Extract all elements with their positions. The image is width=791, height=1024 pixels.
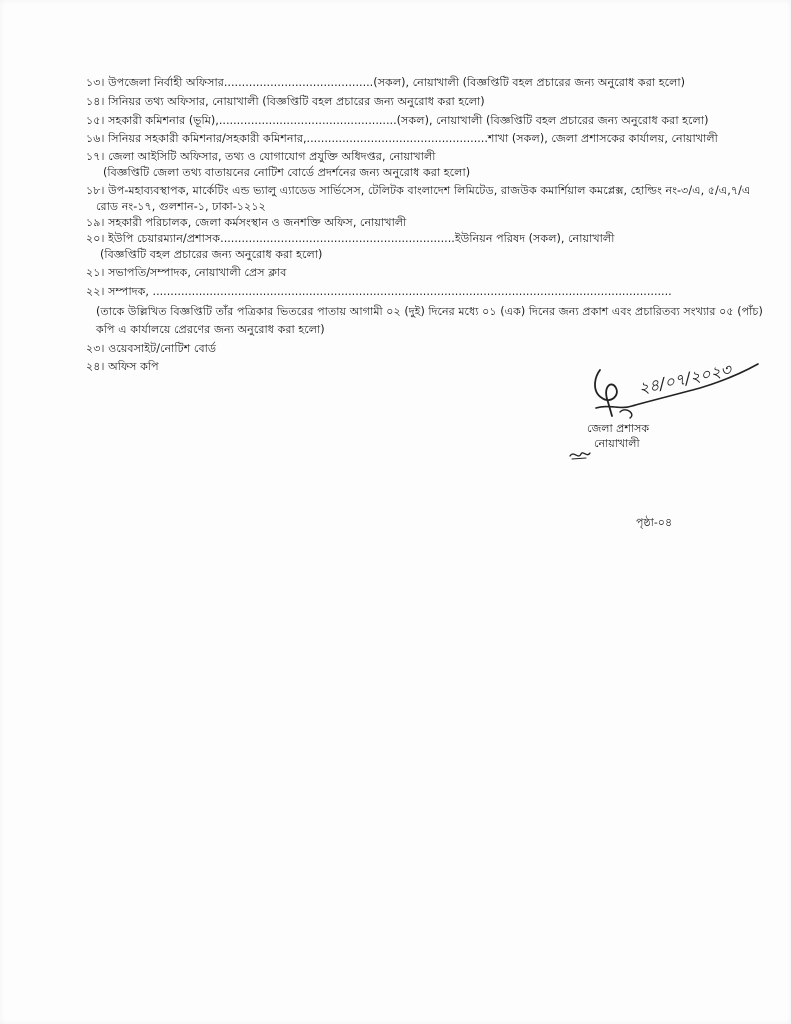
initial-mark-icon: [568, 448, 592, 462]
distribution-item-17-note: (বিজ্ঞপ্তিটি জেলা তথ্য বাতায়নের নোটিশ বোর্ডে প্রদর্শনের জন্য অনুরোধ করা হলো): [103, 166, 471, 179]
distribution-item-16: ১৬। সিনিয়র সহকারী কমিশনার/সহকারী কমিশনার,...................................................শাখা (সকল), জেলা প্রশাসকের কার্যালয়, নোয়াখালী: [86, 132, 718, 145]
page-number: পৃষ্ঠা-০৪: [636, 516, 673, 529]
distribution-item-19: ১৯। সহকারী পরিচালক, জেলা কর্মসংস্থান ও জনশক্তি অফিস, নোয়াখালী: [86, 216, 407, 229]
distribution-item-15: ১৫। সহকারী কমিশনার (ভূমি),..................................................(সকল), নোয়াখালী (বিজ্ঞপ্তিটি বহল প্রচারের জন্য অনুরোধ করা হলো): [86, 114, 709, 127]
signer-district: নোয়াখালী: [594, 437, 640, 450]
distribution-item-23: ২৩। ওয়েবসাইট/নোটিশ বোর্ড: [86, 342, 217, 355]
distribution-item-14: ১৪। সিনিয়র তথ্য অফিসার, নোয়াখালী (বিজ্ঞপ্তিটি বহল প্রচারের জন্য অনুরোধ করা হলো): [86, 95, 485, 108]
distribution-item-13: ১৩। উপজেলা নির্বাহী অফিসার..........................................(সকল), নোয়াখালী (বিজ্ঞপ্তিটি বহল প্রচারের জন্য অনুরোধ করা হলো): [86, 76, 686, 89]
distribution-item-20: ২০। ইউপি চেয়ারম্যান/প্রশাসক..................................................................ইউনিয়ন পরিষদ (সকল), নোয়াখালী: [86, 232, 615, 245]
signer-designation: জেলা প্রশাসক: [587, 422, 650, 435]
distribution-item-21: ২১। সভাপতি/সম্পাদক, নোয়াখালী প্রেস ক্লাব: [86, 266, 287, 279]
distribution-item-18-address: রোড নং-১৭, গুলশান-১, ঢাকা-১২১২: [96, 200, 266, 213]
handwritten-signature: [580, 348, 770, 428]
distribution-item-24: ২৪। অফিস কপি: [86, 360, 159, 373]
distribution-item-22-note: (তাকে উল্লিখিত বিজ্ঞপ্তিটি তাঁর পত্রিকার ভিতরের পাতায় আগামী ০২ (দুই) দিনের মধ্যে ০১ (এক) দিনের জন্য প্রকাশ এবং প্রচারিতব্য সংখ্যার ০৫ (পাঁচ): [96, 305, 763, 318]
distribution-item-22-note-cont: কপি এ কার্যালয়ে প্রেরণের জন্য অনুরোধ করা হলো): [96, 323, 325, 336]
distribution-item-20-note: (বিজ্ঞপ্তিটি বহল প্রচারের জন্য অনুরোধ করা হলো): [100, 248, 323, 261]
distribution-item-22: ২২। সম্পাদক, ..................................................................................................................................................: [86, 285, 672, 298]
signature-date: ২৪/০৭/২০২৩: [636, 359, 733, 398]
distribution-item-17: ১৭। জেলা আইসিটি অফিসার, তথ্য ও যোগাযোগ প্রযুক্তি অধিদপ্তর, নোয়াখালী: [86, 150, 436, 163]
distribution-item-18: ১৮। উপ-মহাব্যবস্থাপক, মার্কেটিং এন্ড ভ্যালু এ্যাডেড সার্ভিসেস, টেলিটক বাংলাদেশ লিমিটেড, রাজউক কমার্শিয়াল কমপ্লেক্স, হোল্ডিং নং-৩/এ, ৫/এ,৭/এ: [86, 184, 751, 197]
